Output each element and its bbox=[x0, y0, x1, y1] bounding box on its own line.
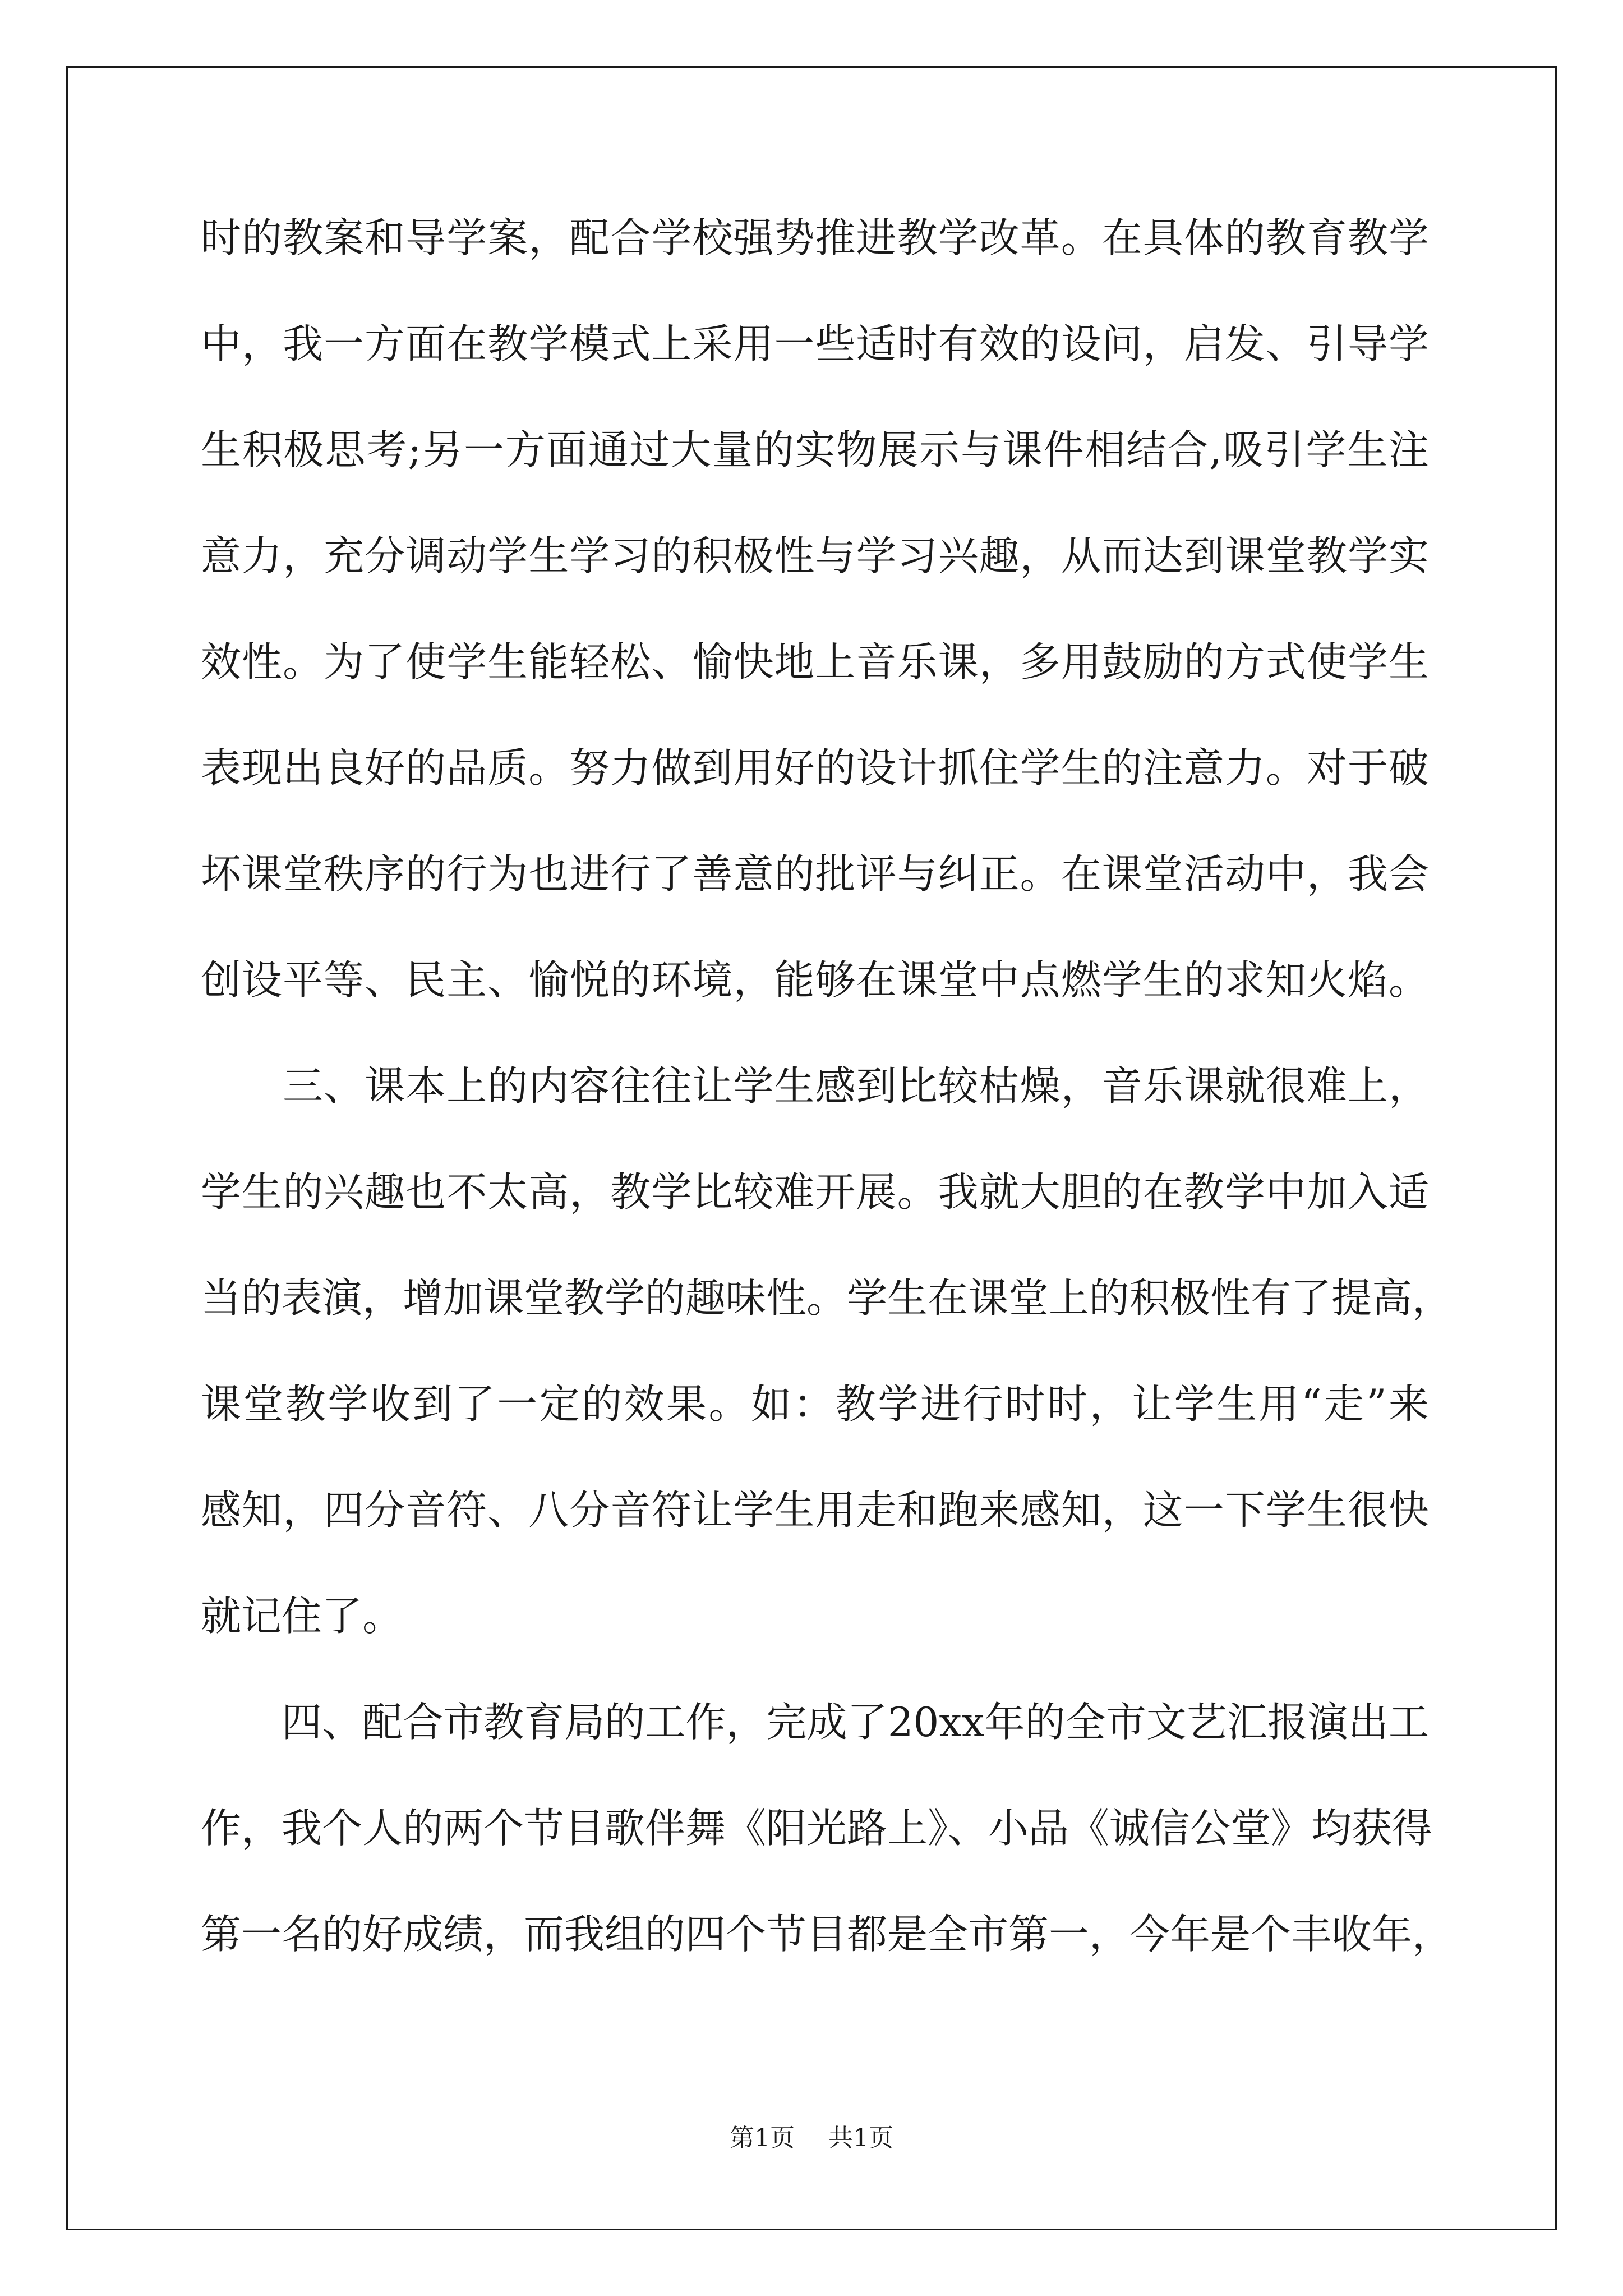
text-line: 第一名的好成绩，而我组的四个节目都是全市第一，今年是个丰收年， bbox=[201, 1911, 1453, 1958]
text-line: 时的教案和导学案，配合学校强势推进教学改革。在具体的教育教学 bbox=[201, 214, 1429, 261]
text-line: 就记住了。 bbox=[201, 1593, 403, 1640]
text-line: 中，我一方面在教学模式上采用一些适时有效的设问，启发、引导学 bbox=[201, 320, 1429, 367]
text-line: 四、配合市教育局的工作，完成了20xx年的全市文艺汇报演出工 bbox=[201, 1699, 1429, 1746]
text-line: 表现出良好的品质。努力做到用好的设计抓住学生的注意力。对于破 bbox=[201, 744, 1429, 792]
text-line: 创设平等、民主、愉悦的环境，能够在课堂中点燃学生的求知火焰。 bbox=[201, 956, 1429, 1004]
text-line: 学生的兴趣也不太高，教学比较难开展。我就大胆的在教学中加入适 bbox=[201, 1168, 1429, 1216]
page-number-current: 第1页 bbox=[730, 2124, 795, 2152]
text-line: 坏课堂秩序的行为也进行了善意的批评与纠正。在课堂活动中，我会 bbox=[201, 850, 1429, 898]
text-line: 生积极思考;另一方面通过大量的实物展示与课件相结合,吸引学生注 bbox=[201, 426, 1429, 473]
text-line: 三、课本上的内容往往让学生感到比较枯燥，音乐课就很难上， bbox=[201, 1062, 1429, 1110]
page-footer bbox=[0, 2118, 1623, 2154]
text-line: 感知，四分音符、八分音符让学生用走和跑来感知，这一下学生很快 bbox=[201, 1487, 1429, 1534]
text-line: 作，我个人的两个节目歌伴舞《阳光路上》、小品《诚信公堂》均获得 bbox=[201, 1805, 1433, 1852]
document-body bbox=[201, 185, 1453, 1987]
text-line: 课堂教学收到了一定的效果。如：教学进行时时，让学生用“走”来 bbox=[201, 1381, 1429, 1428]
text-line: 当的表演，增加课堂教学的趣味性。学生在课堂上的积极性有了提高， bbox=[201, 1274, 1453, 1322]
text-line: 意力，充分调动学生学习的积极性与学习兴趣，从而达到课堂教学实 bbox=[201, 532, 1429, 579]
text-line: 效性。为了使学生能轻松、愉快地上音乐课，多用鼓励的方式使学生 bbox=[201, 638, 1429, 685]
page-number-total: 共1页 bbox=[828, 2124, 893, 2152]
